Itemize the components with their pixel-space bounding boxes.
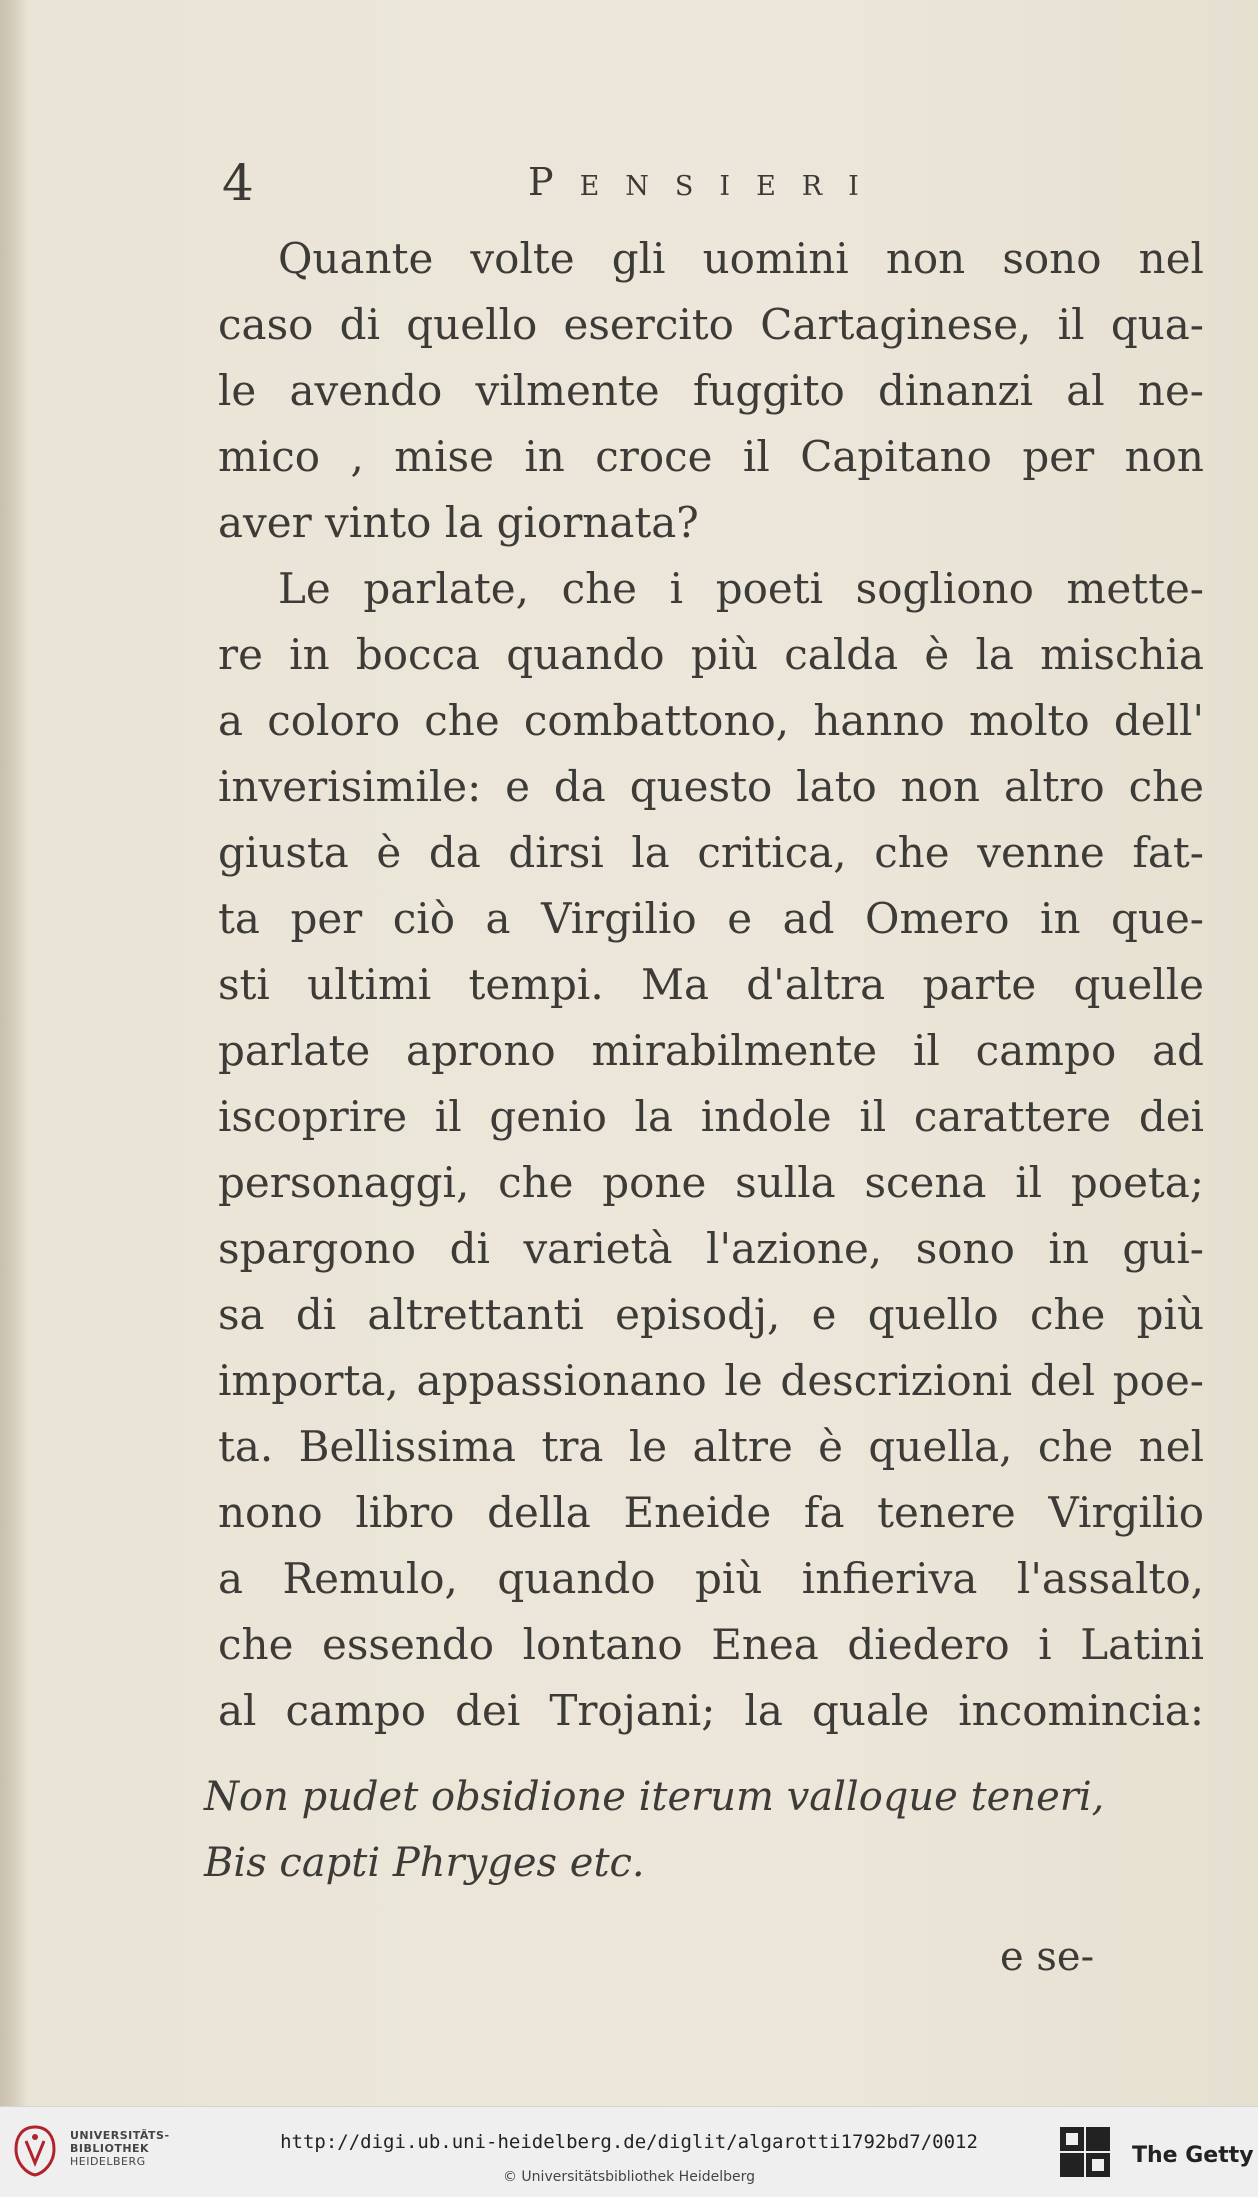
text-line: personaggi, che pone sulla scena il poeta; bbox=[218, 1158, 1204, 1207]
paragraph bbox=[218, 556, 1204, 1744]
page-header bbox=[0, 150, 1258, 210]
page-number: 4 bbox=[222, 154, 254, 212]
running-head: Pensieri bbox=[528, 160, 885, 204]
institution-line: UNIVERSITÄTS- bbox=[70, 2129, 170, 2142]
text-line: a coloro che combattono, hanno molto dell' bbox=[218, 696, 1204, 745]
text-line: mico , mise in croce il Capitano per non bbox=[218, 432, 1204, 481]
text-line: che essendo lontano Enea diedero i Latini bbox=[218, 1620, 1204, 1669]
catchword: e se- bbox=[1000, 1934, 1095, 1980]
text-line: giusta è da dirsi la critica, che venne fat- bbox=[218, 828, 1204, 877]
text-line: aver vinto la giornata? bbox=[218, 498, 699, 547]
body-text bbox=[218, 226, 1204, 1744]
text-line: Le parlate, che i poeti sogliono mette- bbox=[278, 564, 1204, 613]
text-line: caso di quello esercito Cartaginese, il qua- bbox=[218, 300, 1204, 349]
text-line: re in bocca quando più calda è la mischia bbox=[218, 630, 1204, 679]
copyright-notice: © Universitätsbibliothek Heidelberg bbox=[502, 2169, 755, 2185]
text-line: inverisimile: e da questo lato non altro che bbox=[218, 762, 1204, 811]
institution-line: HEIDELBERG bbox=[70, 2155, 146, 2168]
text-line: iscoprire il genio la indole il carattere dei bbox=[218, 1092, 1204, 1141]
text-line: a Remulo, quando più infieriva l'assalto, bbox=[218, 1554, 1204, 1603]
permalink-url[interactable]: http://digi.ub.uni-heidelberg.de/diglit/algarotti1792bd7/0012 bbox=[280, 2131, 978, 2153]
quote-line: Bis capti Phryges etc. bbox=[204, 1840, 645, 1886]
latin-quotation bbox=[204, 1762, 1204, 1894]
text-line: Quante volte gli uomini non sono nel bbox=[278, 234, 1204, 283]
getty-logo-icon bbox=[1058, 2125, 1112, 2181]
text-line: ta. Bellissima tra le altre è quella, che nel bbox=[218, 1422, 1204, 1471]
text-line: le avendo vilmente fuggito dinanzi al ne- bbox=[218, 366, 1204, 415]
text-line: sti ultimi tempi. Ma d'altra parte quelle bbox=[218, 960, 1204, 1009]
viewer-footer bbox=[0, 2106, 1258, 2197]
text-line: nono libro della Eneide fa tenere Virgilio bbox=[218, 1488, 1204, 1537]
quote-line: Non pudet obsidione iterum valloque teneri, bbox=[204, 1774, 1105, 1820]
text-line: parlate aprono mirabilmente il campo ad bbox=[218, 1026, 1204, 1075]
text-line: ta per ciò a Virgilio e ad Omero in que- bbox=[218, 894, 1204, 943]
text-line: spargono di varietà l'azione, sono in gui- bbox=[218, 1224, 1204, 1273]
text-line: al campo dei Trojani; la quale incomincia: bbox=[218, 1686, 1204, 1735]
institution-line: BIBLIOTHEK bbox=[70, 2142, 150, 2155]
spine-shadow bbox=[0, 0, 26, 2106]
partner-name[interactable]: The Getty bbox=[1132, 2143, 1254, 2168]
text-line: importa, appassionano le descrizioni del poe- bbox=[218, 1356, 1204, 1405]
paragraph bbox=[218, 226, 1204, 556]
text-line: sa di altrettanti episodj, e quello che più bbox=[218, 1290, 1204, 1339]
